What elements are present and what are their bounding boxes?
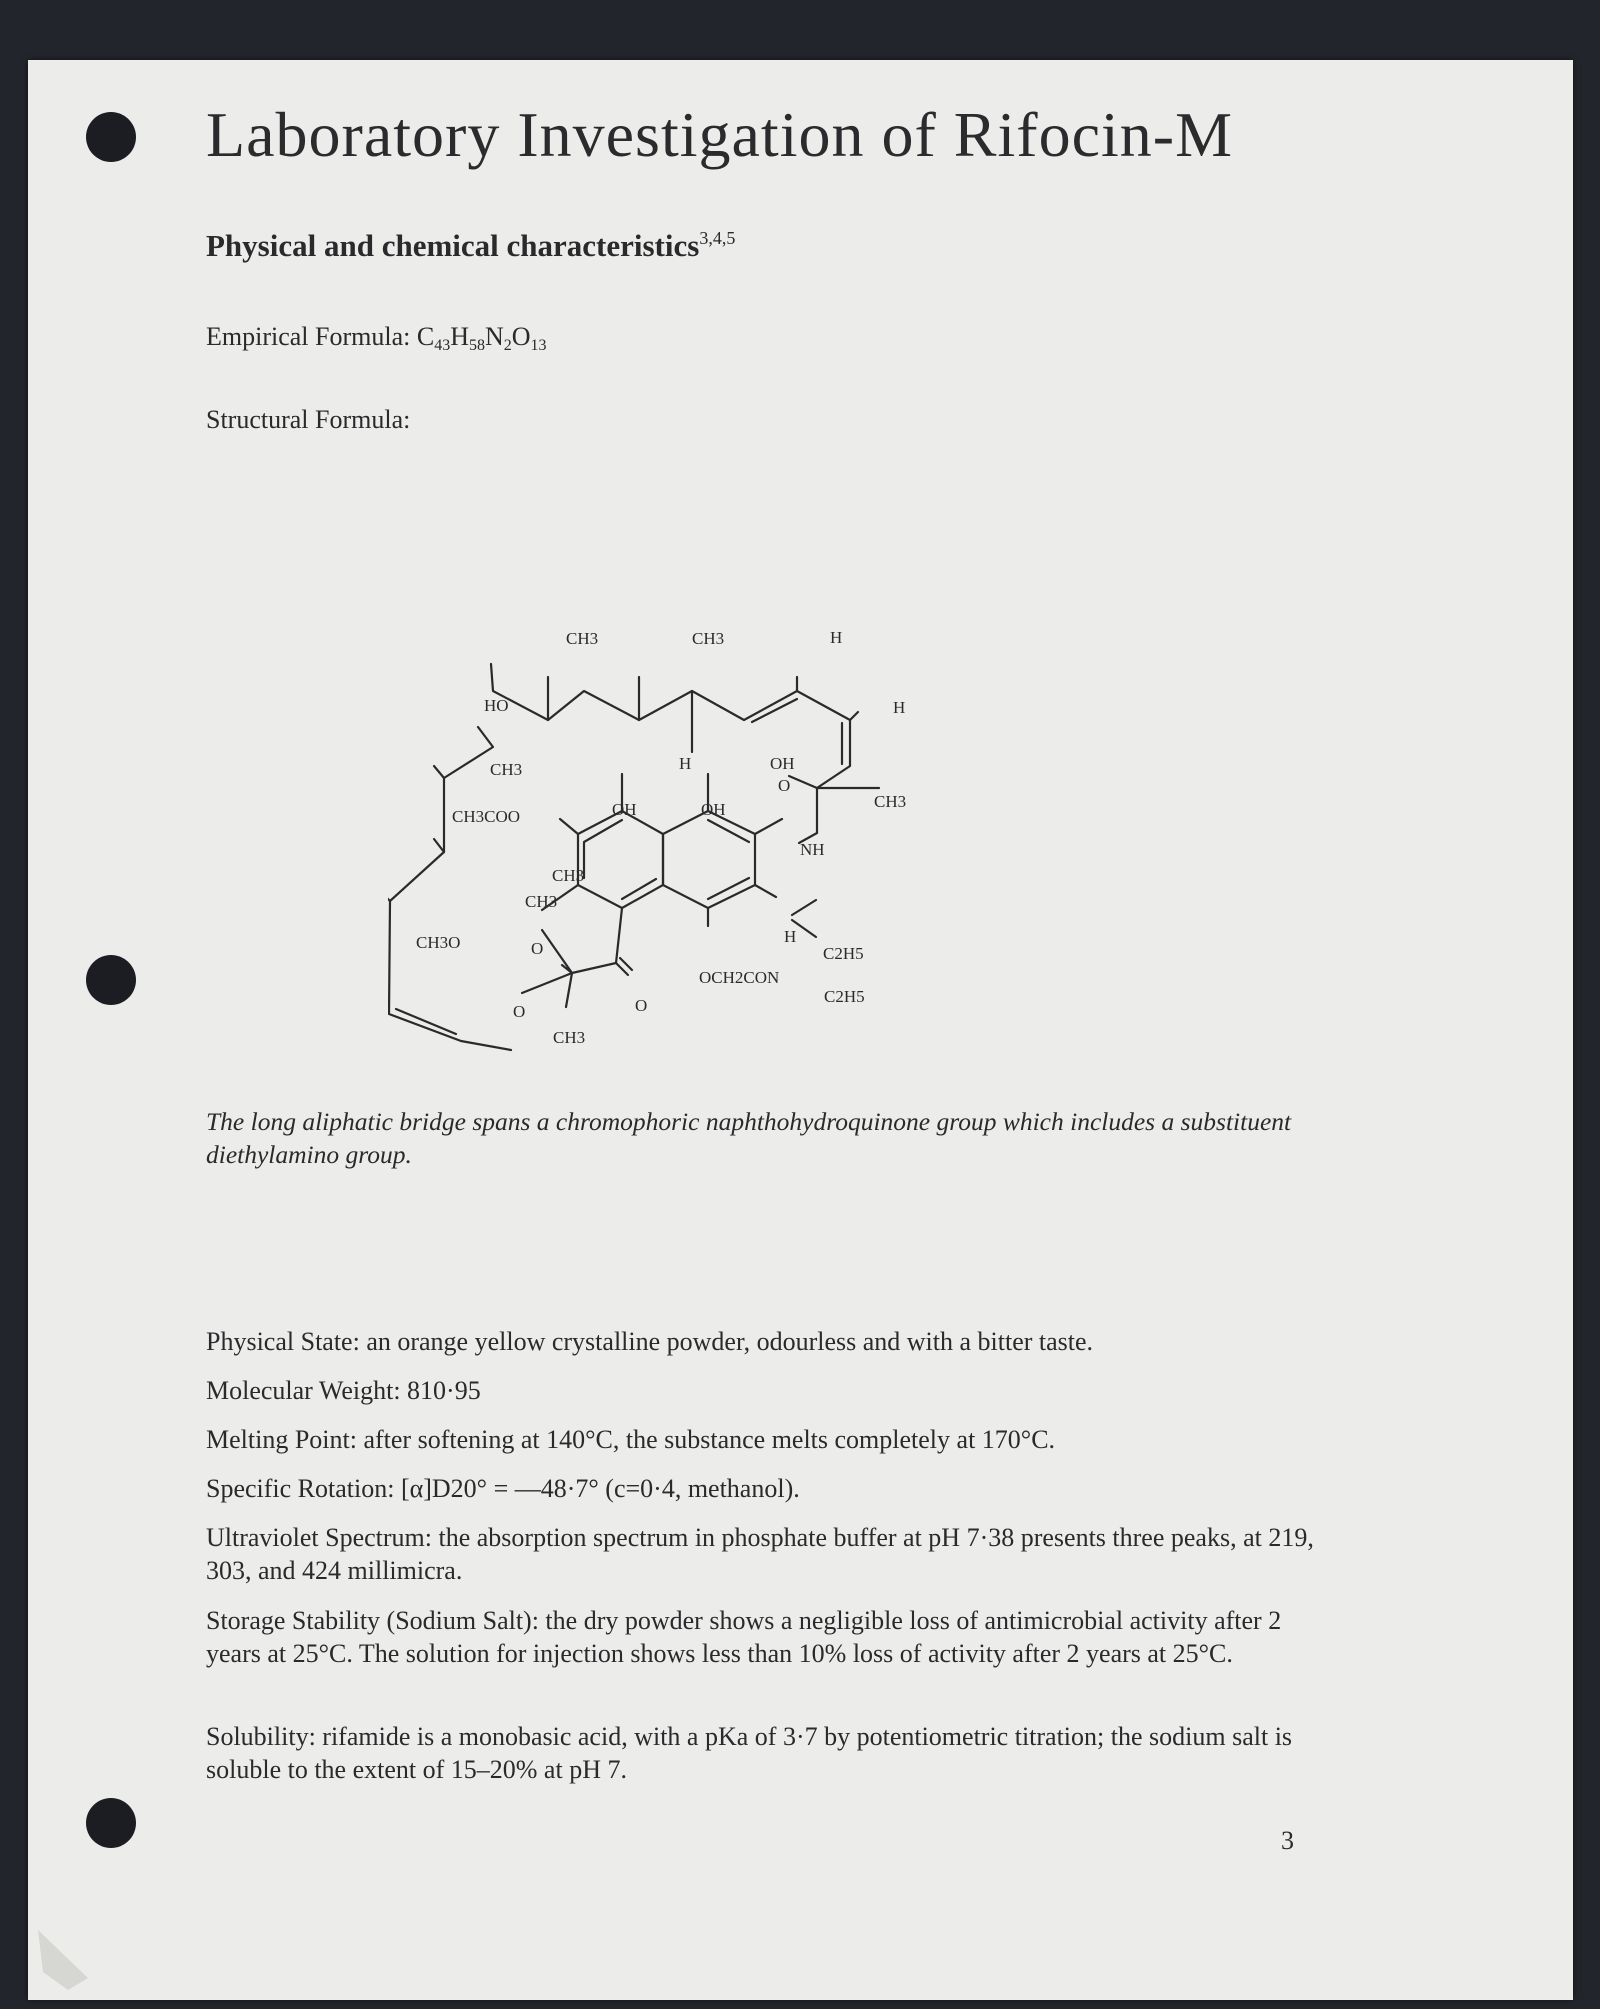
property-storage-stability: Storage Stability (Sodium Salt): the dry powder shows a negligible loss of antimicrobial activity after 2 years at 25°C. The solution for injection shows less than 10% loss of activity after 2 years at 25°C. xyxy=(206,1606,1282,1668)
label-h-ring: H xyxy=(784,927,797,946)
page-number: 3 xyxy=(1281,1826,1294,1855)
section-references: 3,4,5 xyxy=(699,228,736,248)
section-heading-text: Physical and chemical characteristics xyxy=(206,228,700,263)
punch-hole xyxy=(86,1798,136,1848)
label-ch3-bridge: CH3 xyxy=(490,760,523,779)
formula-o-count: 13 xyxy=(530,337,547,354)
label-h-top: H xyxy=(830,628,843,647)
structural-formula-diagram xyxy=(388,565,1148,1125)
formula-h: H xyxy=(450,322,469,351)
property-melting-point: Melting Point: after softening at 140°C, the substance melts completely at 170°C. xyxy=(206,1425,1056,1454)
label-ch3-top-mid: CH3 xyxy=(692,629,725,648)
label-ho: HO xyxy=(484,696,509,715)
folded-corner xyxy=(38,1930,88,1990)
label-c2h5-b: C2H5 xyxy=(824,987,865,1006)
label-ch3-lower-bridge: CH3 xyxy=(525,892,558,911)
section-heading xyxy=(206,228,735,264)
label-nh: NH xyxy=(800,840,825,859)
property-ultraviolet-spectrum: Ultraviolet Spectrum: the absorption spectrum in phosphate buffer at pH 7·38 presents three peaks, at 219, 303, and 424 millimicra. xyxy=(206,1523,1314,1585)
label-o-ketone: O xyxy=(635,996,648,1015)
formula-o: O xyxy=(511,322,531,351)
property-molecular-weight: Molecular Weight: 810·95 xyxy=(206,1376,481,1405)
label-ch3-ring: CH3 xyxy=(552,866,585,885)
label-oh-ring-right: OH xyxy=(701,800,726,819)
structural-formula-label: Structural Formula: xyxy=(206,405,411,434)
label-h-mid: H xyxy=(679,754,692,773)
label-o-furan: O xyxy=(531,939,544,958)
label-oh-ring-left: OH xyxy=(612,800,637,819)
label-ch3-top-left: CH3 xyxy=(566,629,599,648)
label-ch3coo: CH3COO xyxy=(452,807,521,826)
formula-n-count: 2 xyxy=(503,337,512,354)
label-c2h5-a: C2H5 xyxy=(823,944,864,963)
property-specific-rotation: Specific Rotation: [α]D20° = —48·7° (c=0·4, methanol). xyxy=(206,1474,800,1503)
label-ch3-right: CH3 xyxy=(874,792,907,811)
formula-c-count: 43 xyxy=(434,337,451,354)
atom-labels xyxy=(416,628,906,1047)
label-oh-bridge: OH xyxy=(770,754,795,773)
page-title: Laboratory Investigation of Rifocin-M xyxy=(206,99,1233,170)
property-physical-state: Physical State: an orange yellow crystalline powder, odourless and with a bitter taste. xyxy=(206,1327,1094,1356)
punch-hole xyxy=(86,112,136,162)
empirical-formula xyxy=(206,322,547,355)
label-ch3-bottom: CH3 xyxy=(553,1028,586,1047)
punch-hole xyxy=(86,955,136,1005)
label-ch3o: CH3O xyxy=(416,933,461,952)
figure-caption: The long aliphatic bridge spans a chromophoric naphthohydroquinone group which includes a substituent diethylamino group. xyxy=(206,1107,1292,1169)
formula-h-count: 58 xyxy=(468,337,485,354)
formula-c: C xyxy=(416,322,435,351)
label-och2con: OCH2CON xyxy=(699,968,780,987)
formula-n: N xyxy=(484,322,504,351)
label-h-right-top: H xyxy=(893,698,906,717)
empirical-formula-label: Empirical Formula: xyxy=(206,322,411,351)
label-o-amide: O xyxy=(778,776,791,795)
document-page xyxy=(28,60,1573,2000)
label-o-ether: O xyxy=(513,1002,526,1021)
property-solubility: Solubility: rifamide is a monobasic acid, with a pKa of 3·7 by potentiometric titration; the sodium salt is soluble to the extent of 15–20% at pH 7. xyxy=(206,1722,1293,1784)
